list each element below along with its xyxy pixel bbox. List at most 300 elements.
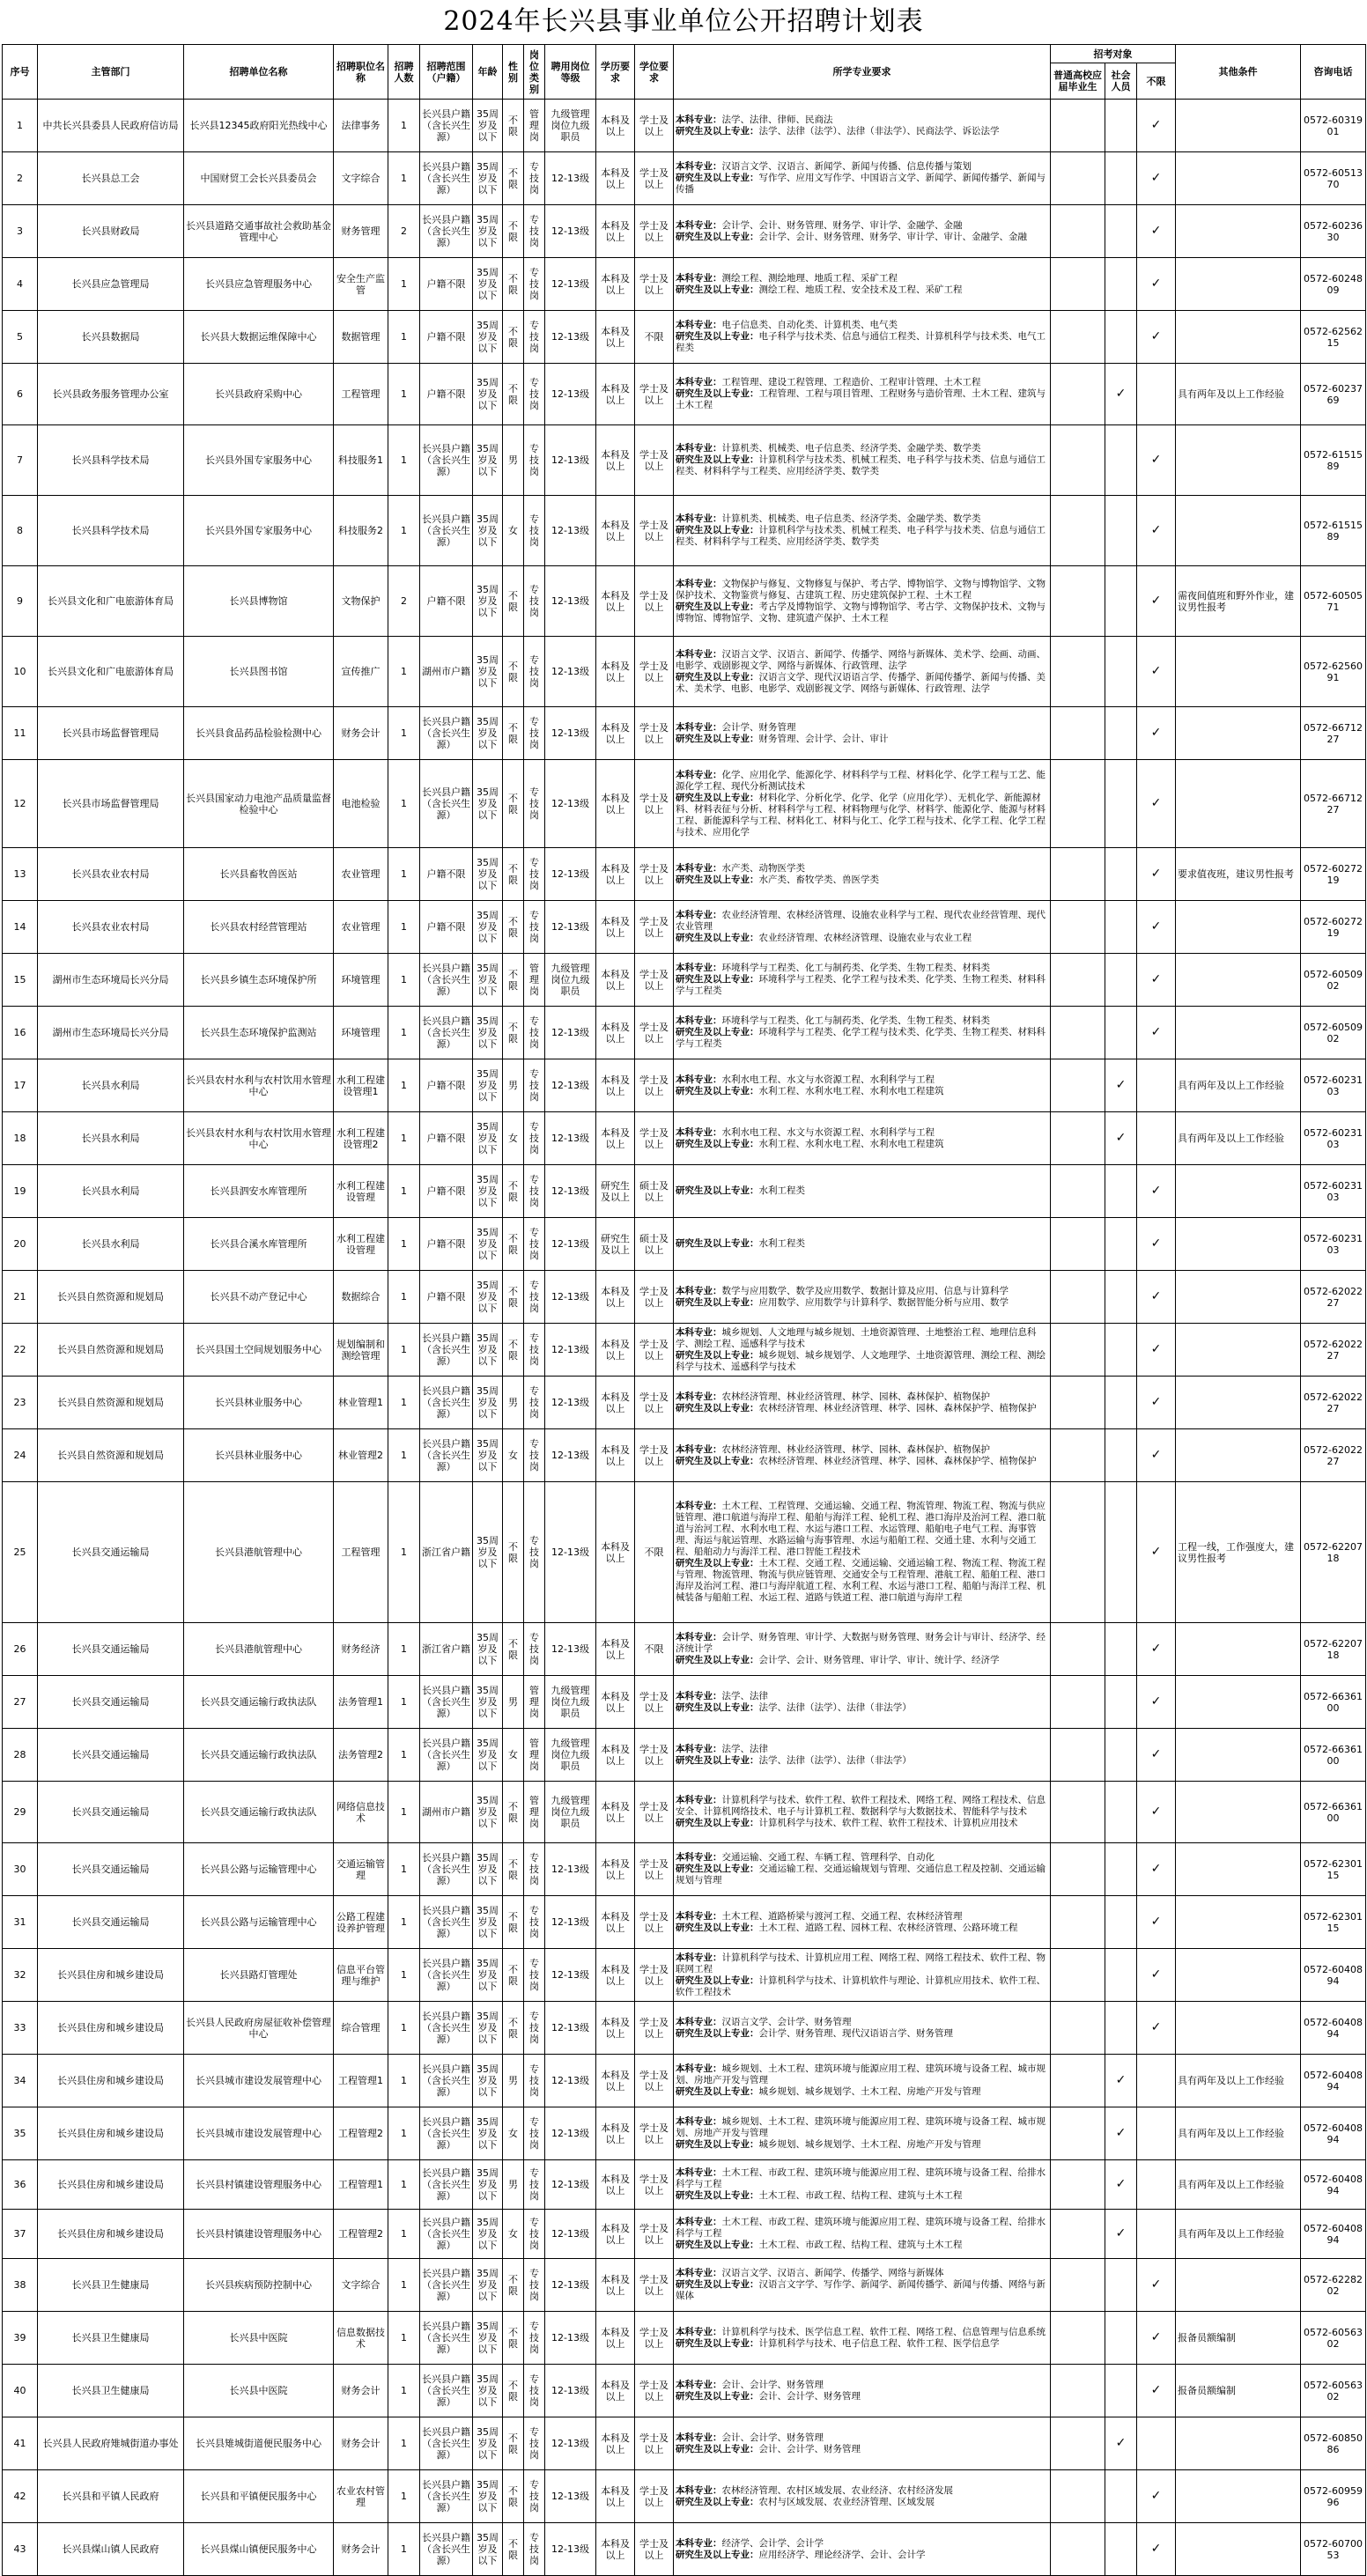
cell-post: 农业管理 [334,901,388,954]
requirement-label: 研究生及以上专业： [676,2337,759,2349]
cell-age: 35周岁及以下 [473,1949,503,2002]
requirement-text: 土木工程、道路工程、园林工程、农林经济管理、公路环境工程 [758,1922,1018,1933]
requirement-text: 城乡规划、城乡规划学、人文地理学、土地资源管理、测绘工程、测绘科学与技术、遥感科学与技术 [676,1349,1046,1372]
header-age: 年龄 [473,45,503,100]
cell-level: 12-13级 [545,637,596,707]
table-row [3,1429,1366,1482]
cell-age: 35周岁及以下 [473,2160,503,2210]
checkmark-icon [1105,1676,1137,1729]
checkmark-icon [1105,1271,1137,1324]
recruitment-table [2,44,1366,2576]
cell-post: 工程管理2 [334,2107,388,2160]
cell-unit: 长兴县外国专家服务中心 [184,425,334,496]
cell-category: 管理岗 [524,100,545,152]
header-major: 所学专业要求 [674,45,1051,100]
cell-other [1176,311,1301,364]
cell-edu: 本科及以上 [596,1377,635,1429]
requirement-text: 电子科学与技术类、信息与通信工程类、计算机科学与技术类、电气工程类 [676,331,1046,353]
requirement-label: 研究生及以上专业： [676,2240,759,2250]
cell-unit: 长兴县和平镇便民服务中心 [184,2470,334,2523]
cell-num: 1 [388,1729,420,1782]
cell-seq: 36 [3,2160,38,2210]
cell-unit: 长兴县农村水利与农村饮用水管理中心 [184,1059,334,1112]
checkmark-icon [1051,258,1105,311]
cell-dept: 长兴县水利局 [38,1112,184,1165]
requirement-text: 经济学、会计学、会计学 [721,2537,824,2549]
cell-major-requirements [674,566,1051,637]
cell-hukou: 长兴县户籍（含长兴生源） [420,2365,473,2417]
cell-category: 专技岗 [524,1482,545,1623]
requirement-text: 城乡规划、土木工程、建筑环境与能源应用工程、建筑环境与设备工程、城市规划、房地产开发与管理 [676,2063,1046,2085]
cell-post: 环境管理 [334,954,388,1007]
cell-dept: 长兴县市场监督管理局 [38,707,184,760]
cell-dept: 中共长兴县委县人民政府信访局 [38,100,184,152]
cell-seq: 38 [3,2259,38,2312]
cell-gender: 不限 [503,566,524,637]
cell-seq: 13 [3,848,38,901]
cell-edu: 本科及以上 [596,152,635,205]
cell-hukou: 湖州市户籍 [420,637,473,707]
checkmark-icon: ✓ [1137,1218,1176,1271]
requirement-label: 本科专业： [676,377,722,388]
requirement-text: 材料化学、分析化学、化学、化学（应用化学）、无机化学、新能源材料、材料表征与分析、材料科学与工程、材料物理与化学、材料学、能源化学、能源与材料工程、新能源科学与工程、材料化工、材料与化工、化学工程与技术、化学工程、化学工程与技术、应用化学 [676,792,1046,838]
cell-dept: 长兴县卫生健康局 [38,2259,184,2312]
cell-dept: 长兴县住房和城乡建设局 [38,2210,184,2259]
cell-phone: 0572-6636100 [1301,1782,1366,1843]
table-row [3,1059,1366,1112]
requirement-label: 本科专业： [676,1632,722,1642]
checkmark-icon [1051,152,1105,205]
cell-hukou: 户籍不限 [420,1059,473,1112]
cell-degree: 学士及以上 [635,954,674,1007]
cell-major-requirements [674,2055,1051,2107]
cell-phone: 0572-6636100 [1301,1729,1366,1782]
requirement-text: 土木工程、交通工程、交通运输、交通运输工程、物流工程、物流工程与管理、物流管理、物流与供应链管理、交通安全与工程管理、港航工程、船舶工程、港口海岸及治河工程、港口与海岸航道工程、水利工程、水运与港口工程、船舶与海洋工程、机械装备与船舶工程、水运工程、道路与铁道工程、港口航道与海岸工程 [676,1558,1046,1603]
requirement-text: 环境科学与工程类、化学工程与技术类、化学类、生物工程类、材料科学与工程类 [676,974,1046,996]
checkmark-icon: ✓ [1137,901,1176,954]
cell-category: 专技岗 [524,760,545,848]
checkmark-icon: ✓ [1137,848,1176,901]
cell-category: 专技岗 [524,311,545,364]
checkmark-icon [1051,1623,1105,1676]
requirement-label: 研究生及以上专业： [676,1027,759,1037]
requirement-text: 化学、应用化学、能源化学、材料科学与工程、材料化学、化学工程与工艺、能源化学工程、现代分析测试技术 [676,769,1046,792]
cell-num: 1 [388,1429,420,1482]
requirement-label: 研究生及以上专业： [676,2496,759,2507]
cell-category: 专技岗 [524,1949,545,2002]
requirement-text: 水利工程类 [758,1238,805,1249]
cell-dept: 长兴县科学技术局 [38,425,184,496]
cell-level: 12-13级 [545,2417,596,2470]
cell-hukou: 户籍不限 [420,566,473,637]
cell-edu: 本科及以上 [596,848,635,901]
cell-dept: 长兴县水利局 [38,1059,184,1112]
cell-degree: 学士及以上 [635,848,674,901]
cell-dept: 长兴县文化和广电旅游体育局 [38,637,184,707]
checkmark-icon [1051,2523,1105,2576]
cell-other: 报备员额编制 [1176,2312,1301,2365]
requirement-label: 本科专业： [676,443,722,454]
cell-unit: 长兴县博物馆 [184,566,334,637]
cell-degree: 学士及以上 [635,2210,674,2259]
checkmark-icon [1105,1949,1137,2002]
checkmark-icon: ✓ [1137,100,1176,152]
cell-level: 12-13级 [545,1324,596,1377]
cell-post: 林业管理1 [334,1377,388,1429]
requirement-line [676,1127,1048,1139]
requirement-line [676,1632,1048,1655]
table-row [3,1112,1366,1165]
cell-level: 九级管理岗位九级职员 [545,1782,596,1843]
cell-edu: 本科及以上 [596,100,635,152]
cell-other: 具有两年及以上工作经验 [1176,2055,1301,2107]
cell-degree: 学士及以上 [635,1324,674,1377]
requirement-line [676,1864,1048,1886]
cell-degree: 硕士及以上 [635,1165,674,1218]
requirement-text: 法学、法律（法学）、法律（非法学） [758,1754,912,1766]
requirement-line [676,443,1048,454]
cell-edu: 本科及以上 [596,954,635,1007]
requirement-line [676,793,1048,838]
checkmark-icon [1105,311,1137,364]
cell-other [1176,1007,1301,1059]
cell-other: 具有两年及以上工作经验 [1176,364,1301,425]
cell-edu: 本科及以上 [596,707,635,760]
cell-hukou: 长兴县户籍（含长兴生源） [420,1429,473,1482]
checkmark-icon: ✓ [1137,637,1176,707]
cell-age: 35周岁及以下 [473,1482,503,1623]
checkmark-icon [1051,954,1105,1007]
cell-level: 12-13级 [545,2160,596,2210]
requirement-label: 本科专业： [676,2167,722,2178]
cell-post: 水利工程建设管理1 [334,1059,388,1112]
cell-major-requirements [674,1843,1051,1896]
requirement-line [676,2497,1048,2508]
checkmark-icon: ✓ [1137,2523,1176,2576]
checkmark-icon [1105,205,1137,258]
checkmark-icon [1051,1676,1105,1729]
cell-other [1176,1165,1301,1218]
cell-unit: 长兴县食品药品检验检测中心 [184,707,334,760]
checkmark-icon: ✓ [1137,311,1176,364]
checkmark-icon [1105,1482,1137,1623]
cell-major-requirements [674,2160,1051,2210]
requirement-text: 计算机科学与技术、计算机软件与理论、计算机应用技术、软件工程、软件工程技术 [676,1974,1046,1997]
requirement-label: 本科专业： [676,219,722,231]
requirement-label: 研究生及以上专业： [676,2390,759,2402]
checkmark-icon [1105,954,1137,1007]
cell-unit: 长兴县中医院 [184,2365,334,2417]
requirement-text: 农林经济管理、林业经济管理、林学、园林、森林保护学、植物保护 [758,1455,1037,1466]
cell-major-requirements [674,152,1051,205]
requirement-label: 研究生及以上专业： [676,1974,759,1986]
requirement-label: 研究生及以上专业： [676,874,759,885]
cell-dept: 长兴县住房和城乡建设局 [38,2055,184,2107]
requirement-text: 农林经济管理、林业经济管理、林学、园林、森林保护学、植物保护 [758,1402,1037,1413]
cell-major-requirements [674,2470,1051,2523]
cell-gender: 不限 [503,1324,524,1377]
cell-age: 35周岁及以下 [473,2002,503,2055]
cell-age: 35周岁及以下 [473,566,503,637]
checkmark-icon: ✓ [1137,496,1176,566]
cell-hukou: 户籍不限 [420,1112,473,1165]
checkmark-icon: ✓ [1137,2259,1176,2312]
requirement-text: 会计、会计学、财务管理 [758,2390,861,2402]
requirement-text: 会计学、财务管理、现代汉语语言学、财务管理 [758,2027,953,2039]
cell-num: 1 [388,1112,420,1165]
checkmark-icon [1137,364,1176,425]
cell-phone: 0572-6151589 [1301,425,1366,496]
requirement-line [676,2116,1048,2139]
cell-level: 12-13级 [545,2259,596,2312]
requirement-line [676,2485,1048,2497]
checkmark-icon [1105,152,1137,205]
cell-degree: 学士及以上 [635,364,674,425]
cell-dept: 长兴县文化和广电旅游体育局 [38,566,184,637]
cell-unit: 长兴县政府采购中心 [184,364,334,425]
requirement-text: 农业经济管理、农林经济管理、设施农业科学与工程、现代农业经营管理、现代农业管理 [676,910,1046,932]
cell-gender: 不限 [503,2470,524,2523]
requirement-label: 本科专业： [676,1690,722,1701]
checkmark-icon: ✓ [1105,2160,1137,2210]
cell-unit: 长兴县泗安水库管理所 [184,1165,334,1218]
cell-dept: 长兴县住房和城乡建设局 [38,2107,184,2160]
table-row [3,2107,1366,2160]
table-row [3,2160,1366,2210]
requirement-line [676,2432,1048,2444]
cell-gender: 女 [503,1112,524,1165]
cell-phone: 0572-6056302 [1301,2365,1366,2417]
requirement-line [676,1074,1048,1086]
cell-degree: 学士及以上 [635,1007,674,1059]
checkmark-icon: ✓ [1137,1729,1176,1782]
requirement-line [676,2190,1048,2202]
cell-hukou: 长兴县户籍（含长兴生源） [420,2523,473,2576]
cell-edu: 本科及以上 [596,1949,635,2002]
requirement-line [676,1744,1048,1755]
requirement-line [676,2380,1048,2391]
requirement-line [676,734,1048,745]
cell-level: 12-13级 [545,760,596,848]
cell-seq: 41 [3,2417,38,2470]
cell-age: 35周岁及以下 [473,364,503,425]
cell-major-requirements [674,637,1051,707]
cell-num: 1 [388,1676,420,1729]
table-row [3,1377,1366,1429]
requirement-text: 工程管理、建设工程管理、工程造价、工程审计管理、土木工程 [721,377,981,388]
cell-other [1176,1843,1301,1896]
checkmark-icon [1105,2470,1137,2523]
checkmark-icon [1105,100,1137,152]
requirement-text: 农林经济管理、林业经济管理、林学、园林、森林保护、植物保护 [721,1391,990,1402]
cell-unit: 长兴县国家动力电池产品质量监督检验中心 [184,760,334,848]
cell-post: 法律事务 [334,100,388,152]
cell-dept: 长兴县自然资源和规划局 [38,1324,184,1377]
cell-level: 12-13级 [545,2002,596,2055]
cell-hukou: 长兴县户籍（含长兴生源） [420,2470,473,2523]
cell-phone: 0572-6085086 [1301,2417,1366,2470]
requirement-line [676,1852,1048,1864]
requirement-label: 本科专业： [676,161,722,172]
cell-level: 12-13级 [545,2470,596,2523]
cell-dept: 长兴县水利局 [38,1218,184,1271]
cell-post: 科技服务2 [334,496,388,566]
cell-phone: 0572-6220718 [1301,1623,1366,1676]
checkmark-icon: ✓ [1137,2470,1176,2523]
cell-degree: 学士及以上 [635,1271,674,1324]
cell-category: 专技岗 [524,1218,545,1271]
table-row [3,2417,1366,2470]
cell-edu: 本科及以上 [596,760,635,848]
requirement-text: 应用经济学、理论经济学、会计、会计学 [758,2549,926,2560]
table-row [3,496,1366,566]
checkmark-icon: ✓ [1137,566,1176,637]
cell-level: 12-13级 [545,1482,596,1623]
cell-age: 35周岁及以下 [473,1843,503,1896]
requirement-label: 本科专业： [676,2484,722,2496]
cell-hukou: 长兴县户籍（含长兴生源） [420,152,473,205]
cell-dept: 长兴县水利局 [38,1165,184,1218]
cell-seq: 43 [3,2523,38,2576]
cell-dept: 长兴县科学技术局 [38,496,184,566]
cell-edu: 本科及以上 [596,1782,635,1843]
table-row [3,1218,1366,1271]
cell-age: 35周岁及以下 [473,1007,503,1059]
checkmark-icon [1051,1896,1105,1949]
requirement-text: 土木工程、道路桥梁与渡河工程、交通工程、农林经济管理 [721,1910,963,1922]
cell-edu: 本科及以上 [596,2107,635,2160]
cell-num: 1 [388,100,420,152]
cell-num: 1 [388,2259,420,2312]
cell-unit: 长兴县交通运输行政执法队 [184,1729,334,1782]
cell-gender: 不限 [503,100,524,152]
checkmark-icon: ✓ [1105,1059,1137,1112]
requirement-text: 会计学、会计、财务管理、审计学、审计、统计学、经济学 [758,1655,1000,1665]
cell-num: 1 [388,954,420,1007]
cell-edu: 本科及以上 [596,1482,635,1623]
cell-seq: 27 [3,1676,38,1729]
cell-num: 1 [388,848,420,901]
cell-gender: 不限 [503,901,524,954]
cell-major-requirements [674,1896,1051,1949]
checkmark-icon: ✓ [1137,1482,1176,1623]
cell-phone: 0572-6023103 [1301,1112,1366,1165]
cell-post: 林业管理2 [334,1429,388,1482]
checkmark-icon [1137,2160,1176,2210]
cell-major-requirements [674,496,1051,566]
cell-phone: 0572-6050902 [1301,954,1366,1007]
requirement-text: 应用数学、应用数学与计算科学、数据智能分析与应用、数学 [758,1296,1009,1308]
table-row [3,1782,1366,1843]
cell-seq: 34 [3,2055,38,2107]
cell-seq: 10 [3,637,38,707]
cell-category: 专技岗 [524,1271,545,1324]
requirement-label: 研究生及以上专业： [676,454,759,465]
cell-category: 专技岗 [524,2470,545,2523]
table-row [3,1949,1366,2002]
requirement-label: 研究生及以上专业： [676,525,759,535]
requirement-line [676,1015,1048,1027]
checkmark-icon [1051,496,1105,566]
table-body [3,100,1366,2576]
requirement-label: 本科专业： [676,1743,722,1754]
requirement-text: 计算机科学与技术、电子信息工程、软件工程、医学信息学 [758,2337,1000,2349]
cell-seq: 24 [3,1429,38,1482]
requirement-line [676,1086,1048,1097]
cell-seq: 9 [3,566,38,637]
requirement-label: 本科专业： [676,1285,722,1296]
cell-dept: 长兴县数据局 [38,311,184,364]
cell-gender: 不限 [503,2365,524,2417]
requirement-line [676,579,1048,602]
requirement-label: 本科专业： [676,910,722,920]
cell-category: 专技岗 [524,2365,545,2417]
cell-unit: 长兴县农村水利与农村饮用水管理中心 [184,1112,334,1165]
header-dept: 主管部门 [38,45,184,100]
cell-other [1176,1729,1301,1782]
requirement-text: 交通运输、交通工程、车辆工程、管理科学、自动化 [721,1852,935,1863]
cell-num: 1 [388,1007,420,1059]
cell-age: 35周岁及以下 [473,2365,503,2417]
requirement-text: 法学、法律 [721,1690,768,1701]
requirement-line [676,2538,1048,2550]
cell-edu: 本科及以上 [596,2365,635,2417]
cell-major-requirements [674,1271,1051,1324]
requirement-line [676,331,1048,354]
cell-level: 12-13级 [545,901,596,954]
checkmark-icon [1051,1324,1105,1377]
requirement-label: 本科专业： [676,1074,722,1085]
cell-seq: 31 [3,1896,38,1949]
checkmark-icon: ✓ [1105,2210,1137,2259]
cell-hukou: 长兴县户籍（含长兴生源） [420,2210,473,2259]
cell-age: 35周岁及以下 [473,1377,503,1429]
requirement-text: 汉语言文学、汉语言、新闻学、新闻与传播、信息传播与策划 [721,161,972,172]
requirement-line [676,161,1048,173]
requirement-label: 本科专业： [676,2268,722,2278]
cell-other [1176,496,1301,566]
requirement-label: 本科专业： [676,862,722,874]
cell-num: 1 [388,2312,420,2365]
cell-phone: 0572-6230115 [1301,1843,1366,1896]
table-row [3,760,1366,848]
cell-num: 1 [388,2210,420,2259]
cell-seq: 23 [3,1377,38,1429]
requirement-line [676,2017,1048,2028]
cell-post: 数据管理 [334,311,388,364]
cell-seq: 32 [3,1949,38,2002]
cell-post: 工程管理1 [334,2160,388,2210]
requirement-text: 农村与区域发展、农业经济管理、区域发展 [758,2496,935,2507]
table-row [3,954,1366,1007]
cell-edu: 本科及以上 [596,2470,635,2523]
cell-unit: 长兴县交通运输行政执法队 [184,1676,334,1729]
requirement-line [676,1350,1048,1373]
cell-gender: 不限 [503,1271,524,1324]
cell-unit: 长兴县公路与运输管理中心 [184,1843,334,1896]
requirement-label: 研究生及以上专业： [676,1455,759,1466]
cell-num: 1 [388,2470,420,2523]
requirement-text: 测绘工程、地质工程、安全技术及工程、采矿工程 [758,284,963,295]
table-row [3,848,1366,901]
requirement-text: 会计、会计学、财务管理 [721,2379,824,2390]
checkmark-icon: ✓ [1137,1623,1176,1676]
requirement-line [676,1185,1048,1197]
cell-other [1176,1377,1301,1429]
requirement-line [676,1238,1048,1250]
cell-gender: 不限 [503,1896,524,1949]
cell-seq: 6 [3,364,38,425]
